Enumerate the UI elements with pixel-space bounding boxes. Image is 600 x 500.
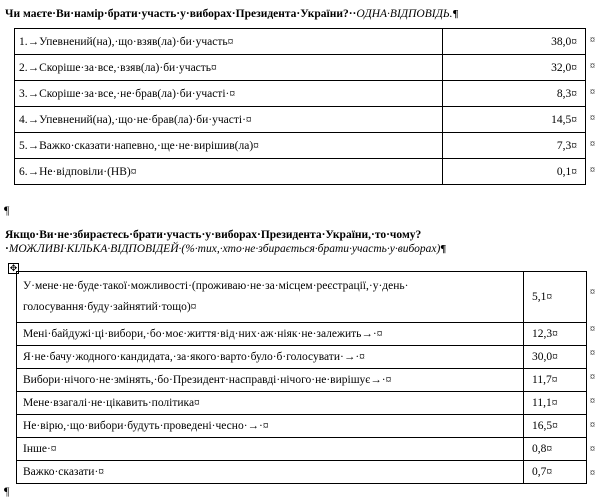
row-value: 14,5¤ [443,107,586,133]
row-value: 32,0¤ [443,55,586,81]
end-of-row-marker: ¤ [590,113,595,124]
row-label: Важко·сказати·¤ [17,461,524,484]
row-label: Інше·¤ [17,438,524,461]
table-row [17,323,587,346]
table-row [17,461,587,484]
end-of-row-marker: ¤ [590,139,595,150]
row-label: 3.→Скоріше·за·все,·не·брав(ла)·би·участі·¤ [15,81,443,107]
end-of-row-marker: ¤ [590,35,595,46]
question2-title [5,228,590,256]
table-row [15,55,586,81]
row-label-line: голосування·буду·зайнятий·тощо)¤ [23,301,197,313]
row-label: Не·вірю,·що·вибори·будуть·проведені·чесно·→·¤ [17,415,524,438]
pilcrow: ¶ [4,203,10,217]
end-of-row-marker: ¤ [590,444,595,455]
row-value: 0,1¤ [443,159,586,185]
table-reasons-not-voting [16,271,587,484]
row-label: 5.→Важко·сказати·напевно,·ще·не·вирішив(ла)¤ [15,133,443,159]
table-row [17,272,587,323]
row-value: 7,3¤ [443,133,586,159]
table-move-handle-icon[interactable]: ✥ [9,263,18,273]
table-row [17,415,587,438]
row-value: 11,1¤ [524,392,587,415]
table-row [15,107,586,133]
row-label: 1.→Упевнений(на),·що·взяв(ла)·би·участь¤ [15,29,443,55]
question1-title [5,7,595,21]
end-of-row-marker: ¤ [590,287,595,298]
row-value: 8,3¤ [443,81,586,107]
table-row [15,159,586,185]
question1-hint: ОДНА·ВІДПОВІДЬ. [356,8,453,20]
question2-text: Якщо·Ви·не·збираєтесь·брати·участь·у·виборах·Президента·України,·то·чому?· [5,229,422,255]
row-value: 38,0¤ [443,29,586,55]
end-of-row-marker: ¤ [590,420,595,431]
table-row [15,29,586,55]
row-value: 12,3¤ [524,323,587,346]
question1-text: Чи маєте·Ви·намір·брати·участь·у·виборах·Президента·України?·· [5,8,357,20]
row-label: 6.→Не·відповіли·(НВ)¤ [15,159,443,185]
table-row [17,438,587,461]
pilcrow: ¶ [452,8,459,20]
table-row [15,81,586,107]
question2-hint: МОЖЛИВІ·КІЛЬКА·ВІДПОВІДЕЙ·(%·тих,·хто·не·збирається·брати·участь·у·виборах) [8,243,441,255]
end-of-row-marker: ¤ [590,165,595,176]
pilcrow: ¶ [440,243,447,255]
end-of-row-marker: ¤ [590,348,595,359]
row-label: Мене·взагалі·не·цікавить·політика¤ [17,392,524,415]
row-label-line: У·мене·не·буде·такої·можливості·(проживаю·не·за·місцем·реєстрації,·у·день· [23,280,409,292]
table-row [17,346,587,369]
row-label: Я·не·бачу·жодного·кандидата,·за·якого·варто·було·б·голосувати·→·¤ [17,346,524,369]
row-value: 16,5¤ [524,415,587,438]
table-row [17,392,587,415]
end-of-row-marker: ¤ [590,61,595,72]
table-vote-intention [14,28,586,185]
row-value: 11,7¤ [524,369,587,392]
row-label: 4.→Упевнений(на),·що·не·брав(ла)·би·участі·¤ [15,107,443,133]
row-value: 5,1¤ [524,272,587,323]
row-label: 2.→Скоріше·за·все,·взяв(ла)·би·участь¤ [15,55,443,81]
row-label: Мені·байдужі·ці·вибори,·бо·моє·життя·від·них·аж·ніяк·не·залежить→·¤ [17,323,524,346]
end-of-row-marker: ¤ [590,396,595,407]
end-of-row-marker: ¤ [590,468,595,479]
row-label [17,272,524,323]
row-label: Вибори·нічого·не·змінять,·бо·Президент·насправді·нічого·не·вирішує→·¤ [17,369,524,392]
table-row [15,133,586,159]
row-value: 30,0¤ [524,346,587,369]
row-value: 0,7¤ [524,461,587,484]
end-of-row-marker: ¤ [590,324,595,335]
end-of-row-marker: ¤ [590,87,595,98]
end-of-row-marker: ¤ [590,372,595,383]
pilcrow: ¶ [4,484,10,498]
row-value: 0,8¤ [524,438,587,461]
table-row [17,369,587,392]
